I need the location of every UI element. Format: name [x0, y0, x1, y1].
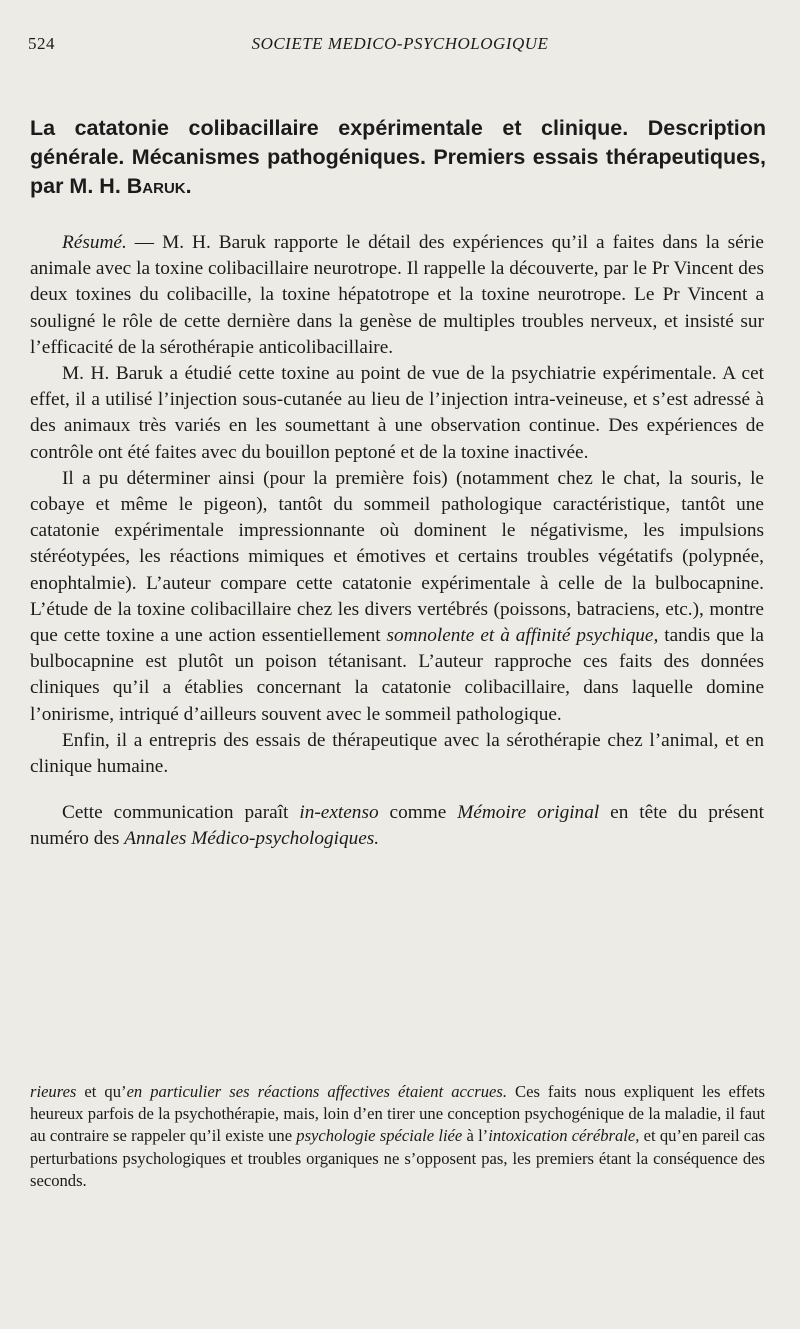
cont-italic-3: psychologie spéciale liée [296, 1126, 463, 1146]
cont-text-4: et qu’en pareil cas perturbations psychologiques et troubles organiques ne s’opposent pas, les premiers étant la conséquence des seconds. [30, 1126, 765, 1190]
note-text-a: Cette communication paraît [62, 802, 300, 824]
title-text: La catatonie colibacillaire expérimentale et clinique. Description générale. Mécanismes pathogéniques. Premiers essais thérapeutiques, par M. H. [30, 116, 766, 198]
p3-italic: somnolente et à affinité psychique, [386, 625, 659, 647]
note-text-b: comme [378, 802, 458, 824]
summary-paragraph-3 [30, 466, 764, 728]
cont-italic-1: rieures [30, 1082, 77, 1101]
cont-text-1: et qu’ [76, 1082, 127, 1101]
p3-text-b: tandis que la bulbocapnine est plutôt un poison tétanisant. L’auteur rapproche ces faits des données cliniques qu’il a établies concernant la catatonie colibacillaire, dans laquelle domine l’onirisme, intriqué d’ailleurs souvent avec le sommeil pathologique. [30, 625, 764, 725]
note-text-c: en tête du présent numéro des [30, 802, 764, 850]
title-author: Baruk [126, 174, 186, 198]
publication-note [30, 800, 764, 852]
continued-paragraph [30, 1081, 765, 1192]
cont-text-3: à l’ [462, 1126, 489, 1146]
summary-paragraph-4: Enfin, il a entrepris des essais de thérapeutique avec la sérothérapie chez l’animal, et en clinique humaine. [30, 729, 764, 778]
cont-italic-2: en particulier ses réactions affectives étaient accrues. [126, 1082, 507, 1101]
note-italic-2: Mémoire original [457, 802, 600, 824]
note-italic-1: in-extenso [299, 802, 379, 824]
summary-text: — M. H. Baruk rapporte le détail des expériences qu’il a faites dans la série animale avec la toxine colibacillaire neurotrope. Il rappelle la découverte, par le Pr Vincent des deux toxines du colibacille, la toxine hépatotrope et la toxine neurotrope. Le Pr Vincent a souligné le rôle de cette dernière dans la genèse de multiples troubles nerveux, et insisté sur l’efficacité de la sérothérapie anticolibacillaire. [30, 232, 764, 358]
title-end: . [185, 174, 192, 198]
running-title: SOCIETE MEDICO-PSYCHOLOGIQUE [251, 34, 549, 53]
cont-text-2: Ces faits nous expliquent les effets heureux parfois de la psychothérapie, mais, loin d’en tirer une conception psychogénique de la maladie, il faut au contraire se rappeler qu’il existe une [30, 1082, 765, 1146]
continued-text [30, 1081, 765, 1192]
note-italic-3: Annales Médico-psychologiques. [124, 828, 380, 850]
article-title [30, 114, 766, 201]
page-header [28, 34, 772, 58]
p3-text-a: Il a pu déterminer ainsi (pour la première fois) (notamment chez le chat, la souris, le cobaye et même le pigeon), tantôt du sommeil pathologique caractéristique, tantôt une catatonie expérimentale impressionnante où dominent le négativisme, les impulsions stéréotypées, les réactions mimiques et émotives et certains troubles végétatifs (polypnée, enophtalmie). L’auteur compare cette catatonie expérimentale à celle de la bulbocapnine. L’étude de la toxine colibacillaire chez les divers vertébrés (poissons, batraciens, etc.), montre que cette toxine a une action essentiellement [30, 467, 764, 647]
page-number: 524 [28, 34, 55, 53]
summary-paragraph-2: M. H. Baruk a étudié cette toxine au point de vue de la psychiatrie expérimentale. A cet effet, il a utilisé l’injection sous-cutanée au lieu de l’injection intra-veineuse, et s’est adressé à des animaux très variés en les soumettant à une observation continue. Des expériences de contrôle ont été faites avec du bouillon peptoné et de la toxine inactivée. [30, 363, 764, 463]
summary-paragraph-1 [30, 230, 764, 361]
summary-label: Résumé. [62, 232, 127, 253]
summary-body [30, 230, 764, 853]
cont-italic-4: intoxication cérébrale, [488, 1126, 640, 1146]
